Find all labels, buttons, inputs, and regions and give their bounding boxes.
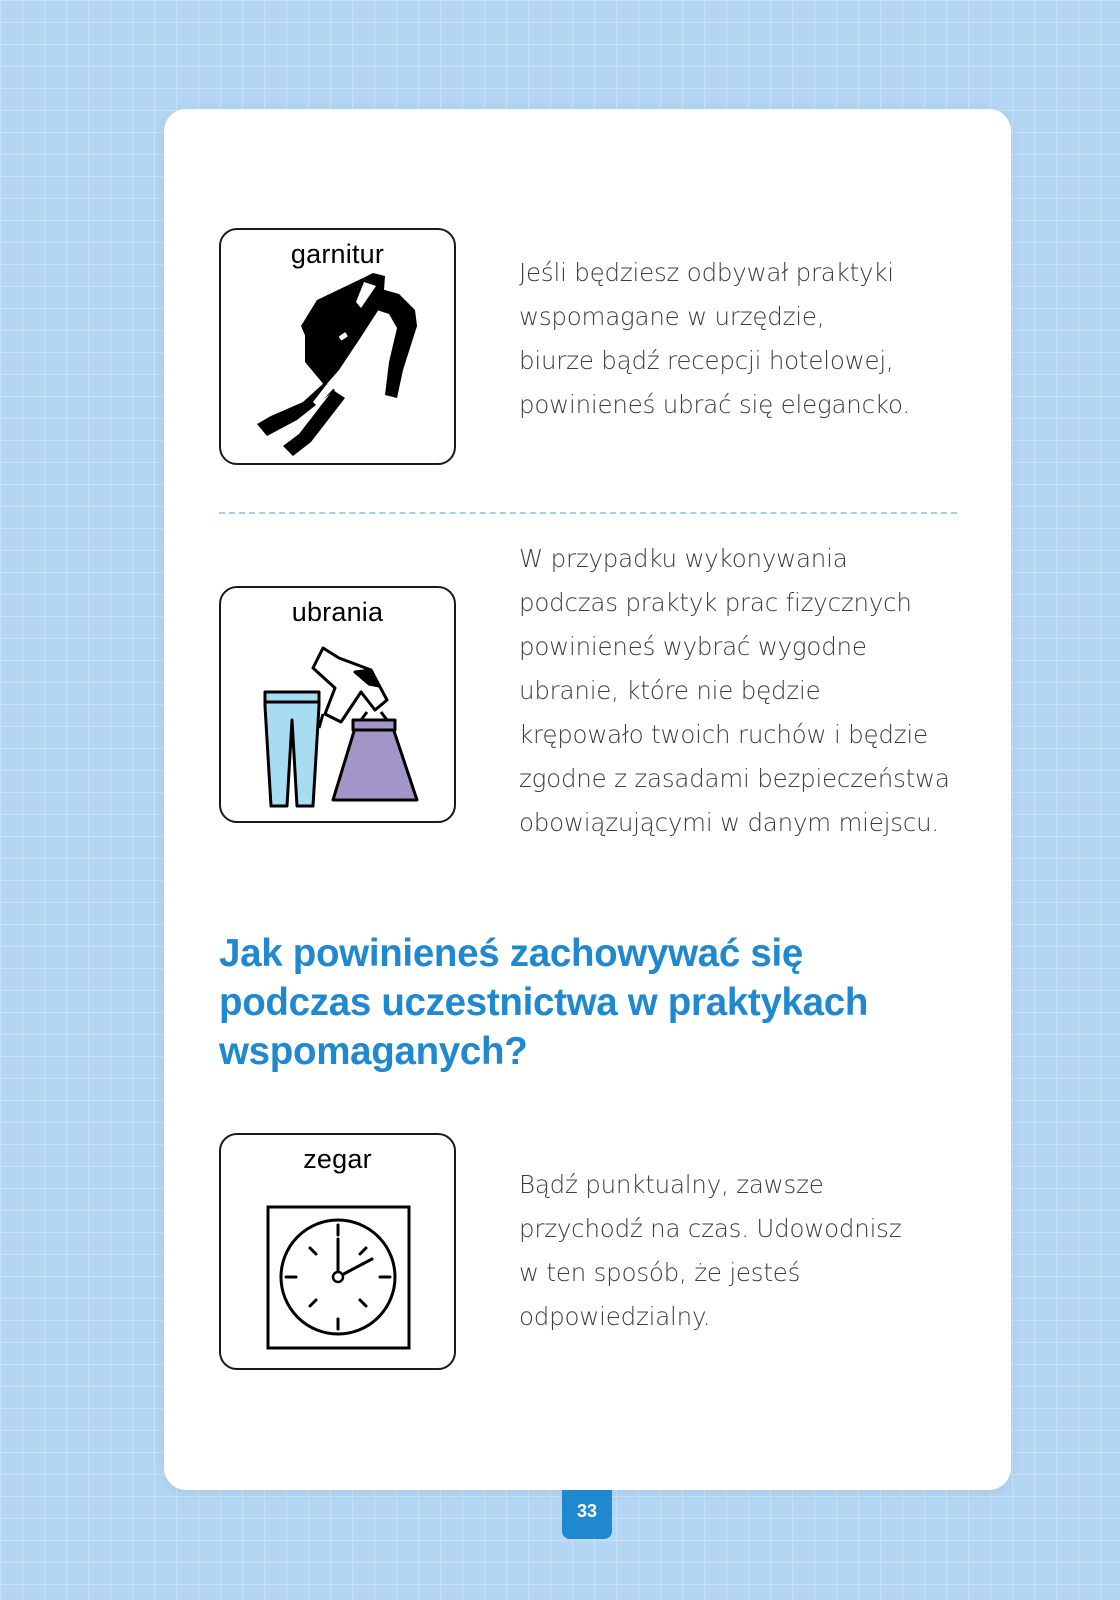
content-card xyxy=(164,109,1011,1490)
pictogram-card-garnitur xyxy=(219,228,456,465)
paragraph-ubrania: W przypadku wykonywania podczas praktyk prac fizycznych powinieneś wybrać wygodne ubranie, które nie będzie krępowało twoich ruchów i będzie zgodne z zasadami bezpieczeństwa obowiązującymi w danym miejscu. xyxy=(519,544,950,837)
pictogram-card-ubrania xyxy=(219,586,456,823)
pictogram-card-zegar xyxy=(219,1133,456,1370)
paragraph-zegar: Bądź punktualny, zawsze przychodź na czas. Udowodnisz w ten sposób, że jesteś odpowiedzialny. xyxy=(519,1170,902,1331)
pictogram-label: garnitur xyxy=(290,239,385,269)
section-heading: Jak powinieneś zachowywać się podczas uczestnictwa w praktykach wspomaganych? xyxy=(219,932,869,1073)
pictogram-label: zegar xyxy=(303,1144,372,1174)
pictogram-label: ubrania xyxy=(291,597,384,627)
section-divider xyxy=(219,512,957,514)
clock-icon xyxy=(221,1135,458,1372)
suit-icon xyxy=(221,230,458,467)
paragraph-garnitur: Jeśli będziesz odbywał praktyki wspomagane w urzędzie, biurze bądź recepcji hotelowej, powinieneś ubrać się elegancko. xyxy=(519,258,910,419)
clothes-icon xyxy=(221,588,458,825)
page-number: 33 xyxy=(562,1490,612,1539)
